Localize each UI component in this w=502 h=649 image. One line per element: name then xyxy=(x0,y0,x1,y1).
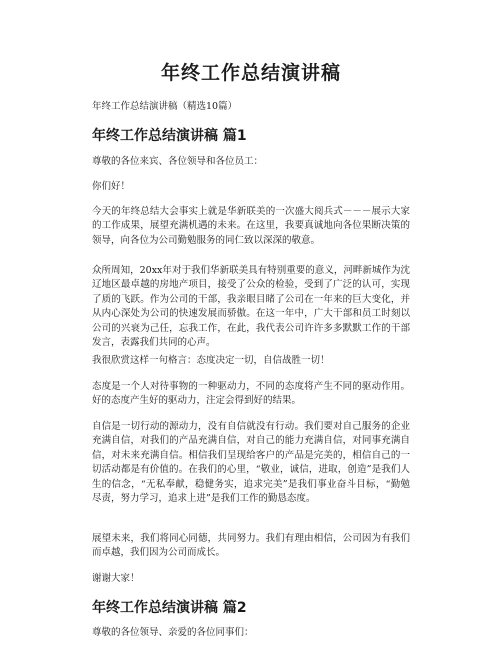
section-heading-2: 年终工作总结演讲稿 篇2 xyxy=(92,600,247,616)
paragraph: 谢谢大家！ xyxy=(92,573,140,584)
document-title: 年终工作总结演讲稿 xyxy=(160,62,341,84)
paragraph: 你们好！ xyxy=(92,181,131,192)
paragraph: 态度是一个人对待事物的一种驱动力，不同的态度将产生不同的驱动作用。好的态度产生好的驱动力，注定会得到好的结果。 xyxy=(92,381,410,407)
document-subtitle: 年终工作总结演讲稿（精选10篇） xyxy=(92,101,238,112)
paragraph: 尊敬的各位来宾、各位领导和各位员工： xyxy=(92,156,264,167)
paragraph: 我很欣赏这样一句格言：态度决定一切，自信战胜一切！ xyxy=(92,355,330,366)
paragraph: 尊敬的各位领导、亲爱的各位同事们： xyxy=(92,627,254,638)
paragraph: 自信是一切行动的源动力，没有自信就没有行动。我们要对自己服务的企业充满自信，对我们的产品充满自信，对自己的能力充满自信，对同事充满自信，对未来充满自信。相信我们呈现给客户的产品是完美的，相信自己的一切活动都是有价值的。在我们的心里，“敬业，诚信，进取，创造”是我们人生的信念，“无私奉献，稳健务实，追求完美”是我们事业奋斗目标，“勤勉尽责，努力学习，追求上进”是我们工作的勤恳态度。 xyxy=(92,421,410,505)
section-heading-1: 年终工作总结演讲稿 篇1 xyxy=(92,128,247,144)
paragraph: 众所周知，20xx年对于我们华新联美具有特别重要的意义，河畔新城作为沈辽地区最卓越的房地产项目，接受了公众的检验，受到了广泛的认可，实现了质的飞跃。作为公司的干部，我亲眼目睹了公司在一年来的巨大变化，并从内心深处为公司的快速发展而骄傲。在这一年中，广大干部和员工时刻以公司的兴衰为己任，忘我工作，在此，我代表公司许许多多默默工作的干部发言，表露我们共同的心声。 xyxy=(92,265,410,349)
paragraph: 展望未来，我们将同心同德，共同努力。我们有理由相信，公司因为有我们而卓越，我们因为公司而成长。 xyxy=(92,533,410,559)
paragraph: 今天的年终总结大会事实上就是华新联美的一次盛大阅兵式－－－展示大家的工作成果，展望充满机遇的未来。在这里，我要真诚地向各位果断决策的领导，向各位为公司勤勉服务的同仁致以深深的敬意。 xyxy=(92,206,410,246)
